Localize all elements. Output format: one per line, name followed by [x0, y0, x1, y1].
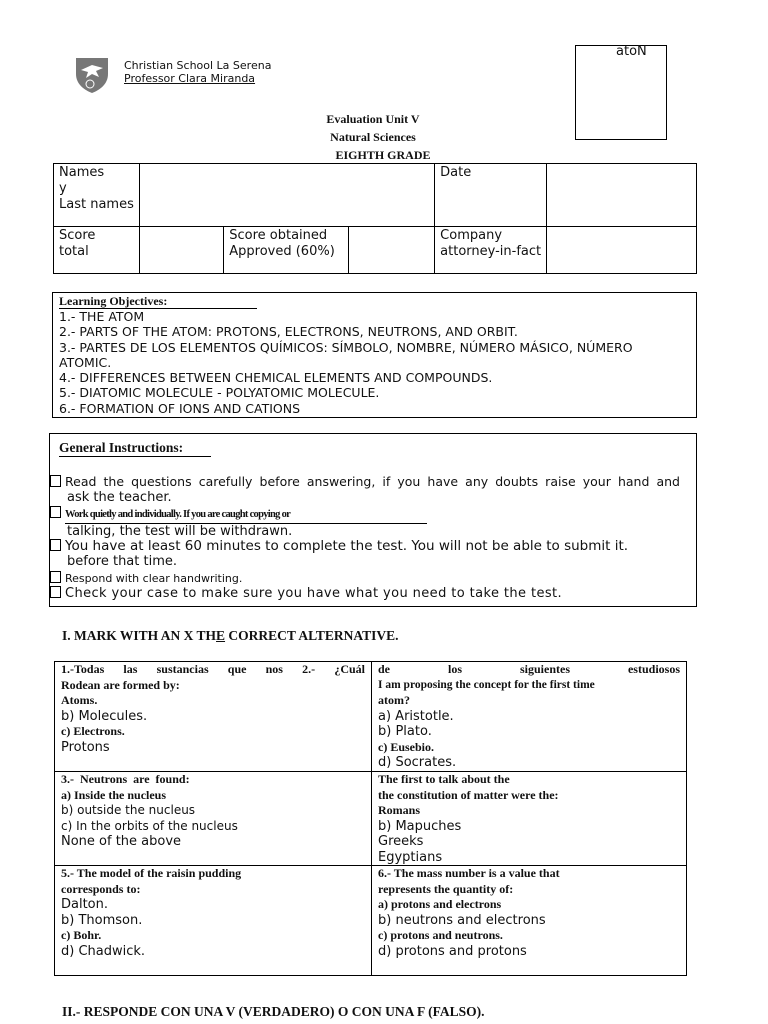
answer-option[interactable]: b) Thomson.	[61, 912, 143, 928]
question-1: 1.-Todas las sustancias que nos 2.- ¿Cuál Rodean are formed by: Atoms. b) Molecules. c) Electrons. Protons	[55, 662, 372, 772]
objective-item: 3.- PARTES DE LOS ELEMENTOS QUÍMICOS: SÍMBOLO, NOMBRE, NÚMERO MÁSICO, NÚMERO	[59, 339, 633, 355]
date-field[interactable]	[547, 164, 697, 227]
instruction-item: Check your case to make sure you have what you need to take the test.	[50, 586, 680, 602]
instruction-item: Respond with clear handwriting.	[50, 571, 680, 587]
grade-box-label: atoN	[616, 44, 647, 59]
answer-option[interactable]: Dalton.	[61, 897, 109, 912]
questions-table	[54, 661, 687, 976]
total-label: total	[59, 244, 89, 259]
answer-option[interactable]: c) Bohr.	[61, 928, 102, 942]
answer-option[interactable]: d) protons and protons	[378, 943, 527, 959]
answer-option[interactable]: c) Electrons.	[61, 724, 125, 738]
answer-option[interactable]: a) Inside the nucleus	[61, 787, 167, 802]
company-label-cell	[435, 227, 547, 274]
section-1-heading: I. MARK WITH AN X THE CORRECT ALTERNATIVE.	[62, 628, 399, 643]
school-header	[124, 59, 271, 85]
evaluation-titles	[0, 110, 746, 164]
score-obtained-field[interactable]	[348, 227, 434, 274]
answer-option[interactable]: b) outside the nucleus	[61, 803, 196, 817]
instruction-item: You have at least 60 minutes to complete the test. You will not be able to submit it. before that time.	[50, 538, 680, 570]
answer-option[interactable]: a) Aristotle.	[378, 708, 454, 724]
last-names-label: Last names	[59, 197, 134, 212]
answer-option[interactable]: b) Mapuches	[378, 818, 462, 834]
answer-option[interactable]: b) Molecules.	[61, 708, 148, 724]
answer-option[interactable]: c) In the orbits of the nucleus	[61, 818, 238, 833]
school-shield-logo	[74, 56, 110, 94]
attorney-label: attorney-in-fact	[440, 244, 542, 259]
company-label: Company	[440, 228, 503, 243]
school-name: Christian School La Serena	[124, 59, 272, 72]
answer-option[interactable]: Romans	[378, 803, 421, 817]
answer-option[interactable]: Protons	[61, 739, 110, 755]
checkbox-icon	[50, 586, 61, 598]
answer-option[interactable]: b) neutrons and electrons	[378, 912, 546, 928]
answer-option[interactable]: c) protons and neutrons.	[378, 928, 503, 942]
question-6: 6.- The mass number is a value that represents the quantity of: a) protons and electrons b) neutrons and electrons c) protons and neutrons. d) protons and protons	[372, 866, 687, 976]
score-obtained-label-cell	[224, 227, 349, 274]
answer-option[interactable]: None of the above	[61, 834, 182, 849]
instruction-item: Work quietly and individually. If you are caught copying or talking, the test will be withdrawn.	[50, 506, 680, 540]
learning-objectives	[52, 292, 697, 418]
professor-name: Professor Clara Miranda	[124, 72, 256, 85]
objective-item: 1.- THE ATOM	[59, 309, 145, 324]
title-grade: EIGHTH GRADE	[335, 148, 431, 162]
answer-option[interactable]: Greeks	[378, 834, 424, 849]
answer-option[interactable]: d) Socrates.	[378, 755, 457, 770]
answer-option[interactable]: c) Eusebio.	[378, 739, 435, 754]
instruction-item: Read the questions carefully before answering, if you have any doubts raise your hand and ask the teacher.	[50, 474, 680, 506]
checkbox-icon	[50, 571, 61, 583]
checkbox-icon	[50, 475, 61, 487]
question-3: 3.- Neutrons are found: a) Inside the nucleus b) outside the nucleus c) In the orbits of the nucleus None of the above	[55, 772, 372, 866]
objective-item: 2.- PARTS OF THE ATOM: PROTONS, ELECTRONS, NEUTRONS, AND ORBIT.	[59, 324, 518, 340]
objective-item: 4.- DIFFERENCES BETWEEN CHEMICAL ELEMENTS AND COMPOUNDS.	[59, 370, 493, 386]
objective-item: 6.- FORMATION OF IONS AND CATIONS	[59, 400, 301, 416]
title-subject: Natural Sciences	[330, 130, 416, 144]
names-label: Names	[59, 165, 105, 180]
y-label: y	[59, 181, 67, 196]
checkbox-icon	[50, 539, 61, 551]
section-2-heading: II.- RESPONDE CON UNA V (VERDADERO) O CON UNA F (FALSO).	[62, 1004, 485, 1019]
company-field[interactable]	[547, 227, 697, 274]
objectives-heading: Learning Objectives:	[59, 294, 257, 309]
answer-option[interactable]: Atoms.	[61, 693, 98, 707]
score-obtained-label: Score obtained	[229, 228, 328, 243]
question-4: The first to talk about the the constitution of matter were the: Romans b) Mapuches Greeks Egyptians	[372, 772, 687, 866]
answer-option[interactable]: d) Chadwick.	[61, 943, 146, 959]
title-evaluation: Evaluation Unit V	[326, 112, 420, 126]
checkbox-icon	[50, 506, 61, 518]
objective-item: 5.- DIATOMIC MOLECULE - POLYATOMIC MOLECULE.	[59, 385, 380, 401]
score-label: Score	[59, 228, 96, 243]
question-2: de los siguientes estudiosos I am proposing the concept for the first time atom? a) Aristotle. b) Plato. c) Eusebio. d) Socrates.	[372, 662, 687, 772]
answer-option[interactable]: Egyptians	[378, 849, 443, 865]
approved-label: Approved (60%)	[229, 244, 335, 259]
score-total-label-cell	[54, 227, 140, 274]
score-total-field[interactable]	[139, 227, 223, 274]
names-label-cell	[54, 164, 140, 227]
question-5: 5.- The model of the raisin pudding corresponds to: Dalton. b) Thomson. c) Bohr. d) Chadwick.	[55, 866, 372, 976]
date-label-cell	[435, 164, 547, 227]
names-field[interactable]	[139, 164, 434, 227]
answer-option[interactable]: a) protons and electrons	[378, 897, 502, 911]
instructions-heading: General Instructions:	[59, 440, 211, 457]
student-info-table	[53, 163, 697, 274]
objective-item: ATOMIC.	[59, 354, 112, 370]
answer-option[interactable]: b) Plato.	[378, 724, 432, 739]
general-instructions	[49, 433, 697, 607]
date-label: Date	[440, 165, 472, 180]
